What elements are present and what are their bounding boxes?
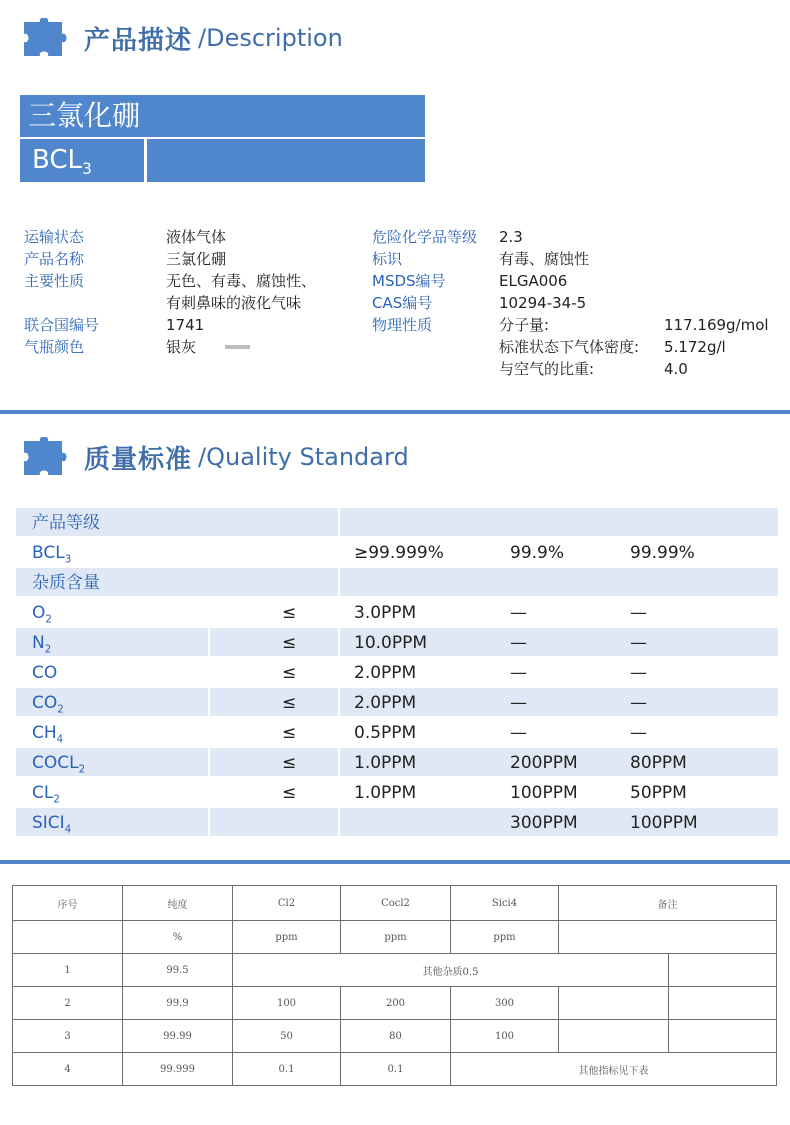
quality-row [16, 538, 778, 566]
cell-purity: 99.99 [123, 1020, 233, 1053]
quality-operator: ≤ [282, 603, 297, 623]
quality-row [16, 748, 778, 776]
quality-name: $CO_2$ [32, 693, 64, 716]
quality-row [16, 808, 778, 836]
cell-empty [669, 987, 777, 1020]
cell-cocl2: 0.1 [341, 1053, 451, 1086]
cell-no: 1 [13, 954, 123, 987]
bar-divider [144, 139, 147, 182]
quality-value-3: — [630, 693, 647, 713]
unit-cell [13, 921, 123, 954]
quality-value-1: ≥99.999% [354, 543, 444, 563]
physical-values: 117.169g/mol 5.172g/l 4.0 [664, 316, 769, 378]
quality-operator: ≤ [282, 633, 297, 653]
quality-row [16, 508, 778, 536]
column-separator [338, 808, 340, 836]
quality-value-1: 3.0PPM [354, 603, 417, 623]
product-formula-bar [20, 139, 425, 182]
cell-purity: 99.9 [123, 987, 233, 1020]
quality-row [16, 598, 778, 626]
cell-note-merged: 其他指标见下表 [451, 1053, 777, 1086]
column-separator [208, 688, 210, 716]
cell-cocl2: 200 [341, 987, 451, 1020]
quality-value-2: — [510, 633, 527, 653]
column-separator [338, 508, 340, 536]
quality-name: $COCL_2$ [32, 753, 86, 776]
quality-value-3: — [630, 603, 647, 623]
quality-row [16, 688, 778, 716]
unit-cell [559, 921, 777, 954]
section-title-cn: 产品描述 [84, 25, 193, 56]
quality-row [16, 658, 778, 686]
quality-row [16, 718, 778, 746]
cell-empty [669, 954, 777, 987]
cell-cl2: 50 [233, 1020, 341, 1053]
quality-value-1: 2.0PPM [354, 693, 417, 713]
cell-cocl2: 80 [341, 1020, 451, 1053]
cell-purity: 99.5 [123, 954, 233, 987]
header-cell: Cocl2 [341, 886, 451, 921]
cell-purity: 99.999 [123, 1053, 233, 1086]
cell-cl2: 0.1 [233, 1053, 341, 1086]
section-divider [0, 410, 790, 414]
spec-table [12, 885, 777, 1086]
unit-cell: ppm [233, 921, 341, 954]
puzzle-icon [22, 437, 72, 477]
column-separator [338, 568, 340, 596]
table-row [13, 1020, 777, 1053]
quality-operator: ≤ [282, 663, 297, 683]
quality-value-2: 300PPM [510, 813, 578, 833]
spec-header-row [13, 886, 777, 921]
quality-value-1: 1.0PPM [354, 753, 417, 773]
quality-value-3: — [630, 663, 647, 683]
cell-no: 2 [13, 987, 123, 1020]
quality-value-1: 0.5PPM [354, 723, 417, 743]
unit-cell: % [123, 921, 233, 954]
column-separator [208, 748, 210, 776]
table-row [13, 1053, 777, 1086]
quality-value-3: — [630, 723, 647, 743]
quality-name: CO [32, 663, 58, 683]
table-row [13, 954, 777, 987]
quality-name: $CH_4$ [32, 723, 64, 746]
quality-value-1: 10.0PPM [354, 633, 428, 653]
product-formula: $BCL_3$ [32, 145, 92, 179]
quality-value-2: 100PPM [510, 783, 578, 803]
quality-row [16, 568, 778, 596]
section-divider [0, 860, 790, 864]
quality-name: $N_2$ [32, 633, 52, 656]
header-cell: Sici4 [451, 886, 559, 921]
section-title-en: /Description [198, 24, 343, 52]
quality-operator: ≤ [282, 753, 297, 773]
description-heading [22, 18, 343, 58]
quality-row [16, 778, 778, 806]
spec-unit-row [13, 921, 777, 954]
cell-sici4: 300 [451, 987, 559, 1020]
header-cell: Cl2 [233, 886, 341, 921]
column-separator [338, 688, 340, 716]
quality-name: 杂质含量 [32, 573, 100, 593]
table-row [13, 987, 777, 1020]
quality-value-3: 100PPM [630, 813, 698, 833]
quality-name: $BCL_3$ [32, 543, 72, 566]
quality-value-3: 99.99% [630, 543, 695, 563]
cell-no: 3 [13, 1020, 123, 1053]
product-name-bar [20, 95, 425, 137]
quality-value-2: — [510, 723, 527, 743]
unit-cell: ppm [451, 921, 559, 954]
info-values-right: 2.3 有毒、腐蚀性 ELGA006 10294-34-5 分子量: 标准状态下气体密度: 与空气的比重: [499, 228, 640, 378]
section-title-cn: 质量标准 [84, 444, 193, 475]
quality-name: $O_2$ [32, 603, 52, 626]
quality-operator: ≤ [282, 693, 297, 713]
quality-heading [22, 437, 409, 477]
info-labels-right: 危险化学品等级 标识 MSDS编号 CAS编号 物理性质 [372, 228, 478, 334]
cell-sici4: 100 [451, 1020, 559, 1053]
cell-no: 4 [13, 1053, 123, 1086]
quality-name: $SICI_4$ [32, 813, 72, 836]
cell-cl2: 100 [233, 987, 341, 1020]
quality-value-1: 1.0PPM [354, 783, 417, 803]
column-separator [208, 628, 210, 656]
quality-value-1: 2.0PPM [354, 663, 417, 683]
cell-note [559, 987, 669, 1020]
quality-value-3: 50PPM [630, 783, 687, 803]
header-cell: 纯度 [123, 886, 233, 921]
header-cell: 序号 [13, 886, 123, 921]
quality-value-2: — [510, 603, 527, 623]
column-separator [338, 628, 340, 656]
quality-name: $CL_2$ [32, 783, 60, 806]
quality-value-2: 200PPM [510, 753, 578, 773]
quality-value-2: — [510, 663, 527, 683]
cylinder-color-swatch [225, 345, 250, 349]
cell-note [559, 1020, 669, 1053]
quality-operator: ≤ [282, 783, 297, 803]
puzzle-icon [22, 18, 72, 58]
info-labels-left: 运输状态 产品名称 主要性质 联合国编号 气瓶颜色 [24, 228, 100, 356]
column-separator [208, 808, 210, 836]
quality-operator: ≤ [282, 723, 297, 743]
cell-empty [669, 1020, 777, 1053]
info-values-left: 液体气体 三氯化硼 无色、有毒、腐蚀性、 有刺鼻味的液化气味 1741 银灰 [166, 228, 317, 356]
header-cell: 备注 [559, 886, 777, 921]
cell-merged: 其他杂质0.5 [233, 954, 669, 987]
product-name: 三氯化硼 [28, 99, 141, 132]
quality-value-2: 99.9% [510, 543, 565, 563]
quality-value-3: — [630, 633, 647, 653]
unit-cell: ppm [341, 921, 451, 954]
quality-value-3: 80PPM [630, 753, 687, 773]
column-separator [338, 748, 340, 776]
quality-row [16, 628, 778, 656]
quality-value-2: — [510, 693, 527, 713]
quality-name: 产品等级 [32, 513, 100, 533]
section-title-en: /Quality Standard [198, 443, 409, 471]
